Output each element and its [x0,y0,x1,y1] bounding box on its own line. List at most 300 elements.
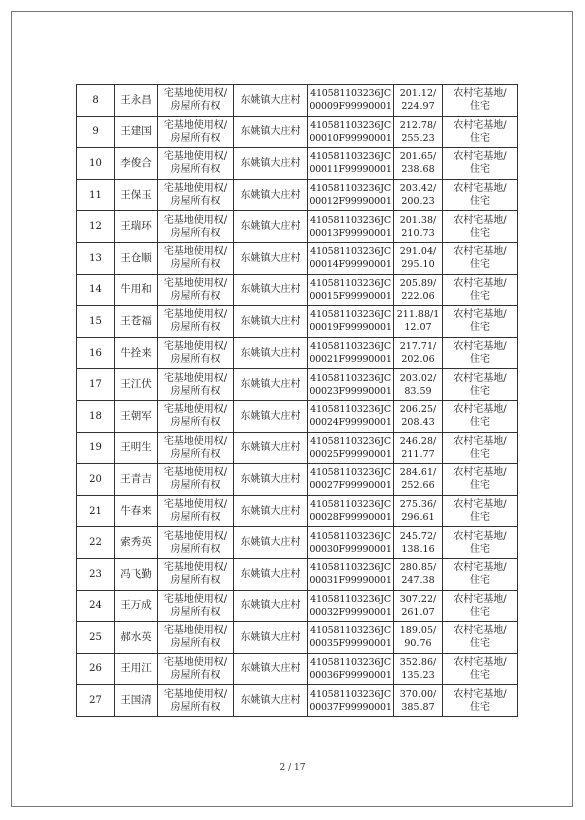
land-use-cell-text: 农村宅基地/ 住宅 [453,372,507,397]
right-type-cell [158,495,234,527]
land-use-cell-text: 农村宅基地/ 住宅 [453,467,507,492]
land-use-cell [443,685,518,717]
owner-name-cell [115,685,158,717]
area-cell-text: 246.28/ 211.77 [399,435,437,460]
location-cell [234,242,308,274]
right-type-cell [158,558,234,590]
row-number-cell [77,179,115,211]
unit-code-cell-text: 410581103236JC 00011F99990001 [309,151,392,176]
area-cell-text: 212.78/ 255.23 [399,119,437,144]
table-row [77,337,518,369]
row-number-cell [77,558,115,590]
land-use-cell-text: 农村宅基地/ 住宅 [453,688,507,713]
land-use-cell-text: 农村宅基地/ 住宅 [453,214,507,239]
land-use-cell [443,622,518,654]
row-number-cell-text: 22 [89,537,102,549]
right-type-cell-text: 宅基地使用权/ 房屋所有权 [163,404,228,429]
row-number-cell [77,85,115,117]
owner-name-cell [115,432,158,464]
location-cell-text: 东姚镇大庄村 [240,410,301,422]
owner-name-cell [115,590,158,622]
land-use-cell-text: 农村宅基地/ 住宅 [453,625,507,650]
unit-code-cell [308,653,394,685]
location-cell-text: 东姚镇大庄村 [240,157,301,169]
right-type-cell-text: 宅基地使用权/ 房屋所有权 [163,562,228,587]
area-cell [394,590,443,622]
area-cell-text: 284.61/ 252.66 [399,467,437,492]
right-type-cell-text: 宅基地使用权/ 房屋所有权 [163,309,228,334]
right-type-cell-text: 宅基地使用权/ 房屋所有权 [163,341,228,366]
table-row [77,148,518,180]
row-number-cell [77,242,115,274]
right-type-cell-text: 宅基地使用权/ 房屋所有权 [163,214,228,239]
location-cell-text: 东姚镇大庄村 [240,315,301,327]
location-cell [234,590,308,622]
table-row [77,590,518,622]
table-row [77,85,518,117]
table-row [77,432,518,464]
area-cell-text: 201.65/ 238.68 [399,151,437,176]
unit-code-cell [308,242,394,274]
area-cell [394,653,443,685]
row-number-cell [77,495,115,527]
location-cell [234,685,308,717]
location-cell-text: 东姚镇大庄村 [240,347,301,359]
unit-code-cell-text: 410581103236JC 00015F99990001 [309,277,392,302]
row-number-cell-text: 27 [89,695,102,707]
unit-code-cell-text: 410581103236JC 00013F99990001 [309,214,392,239]
land-use-cell [443,148,518,180]
owner-name-cell [115,274,158,306]
unit-code-cell-text: 410581103236JC 00021F99990001 [309,341,392,366]
land-use-cell [443,85,518,117]
land-use-cell [443,653,518,685]
unit-code-cell [308,622,394,654]
location-cell [234,495,308,527]
row-number-cell [77,369,115,401]
location-cell-text: 东姚镇大庄村 [240,189,301,201]
row-number-cell [77,116,115,148]
owner-name-cell [115,116,158,148]
right-type-cell [158,653,234,685]
unit-code-cell-text: 410581103236JC 00028F99990001 [309,499,392,524]
location-cell [234,622,308,654]
owner-name-cell [115,211,158,243]
location-cell [234,274,308,306]
owner-name-cell [115,400,158,432]
row-number-cell-text: 10 [89,157,102,169]
owner-name-cell [115,622,158,654]
unit-code-cell-text: 410581103236JC 00032F99990001 [309,593,392,618]
location-cell [234,432,308,464]
location-cell [234,464,308,496]
right-type-cell-text: 宅基地使用权/ 房屋所有权 [163,277,228,302]
land-use-cell [443,400,518,432]
location-cell [234,179,308,211]
unit-code-cell-text: 410581103236JC 00031F99990001 [309,562,392,587]
area-cell-text: 352.86/ 135.23 [399,656,437,681]
owner-name-cell-text: 王建国 [120,125,152,138]
land-use-cell-text: 农村宅基地/ 住宅 [453,183,507,208]
owner-name-cell [115,85,158,117]
land-use-cell-text: 农村宅基地/ 住宅 [453,562,507,587]
row-number-cell [77,590,115,622]
owner-name-cell [115,148,158,180]
location-cell [234,400,308,432]
unit-code-cell-text: 410581103236JC 00036F99990001 [309,656,392,681]
unit-code-cell [308,590,394,622]
unit-code-cell [308,432,394,464]
right-type-cell-text: 宅基地使用权/ 房屋所有权 [163,435,228,460]
right-type-cell [158,274,234,306]
row-number-cell [77,148,115,180]
land-use-cell-text: 农村宅基地/ 住宅 [453,341,507,366]
row-number-cell [77,306,115,338]
location-cell [234,369,308,401]
area-cell-text: 211.88/1 12.07 [396,309,440,334]
owner-name-cell-text: 王瑞环 [120,220,152,233]
owner-name-cell [115,369,158,401]
unit-code-cell [308,527,394,559]
land-use-cell-text: 农村宅基地/ 住宅 [453,246,507,271]
right-type-cell [158,527,234,559]
owner-name-cell-text: 冯飞勤 [120,567,152,580]
row-number-cell-text: 17 [89,379,102,391]
right-type-cell [158,432,234,464]
owner-name-cell-text: 王仓顺 [120,251,152,264]
table-row [77,116,518,148]
owner-name-cell-text: 王苍福 [120,314,152,327]
right-type-cell-text: 宅基地使用权/ 房屋所有权 [163,372,228,397]
location-cell-text: 东姚镇大庄村 [240,94,301,106]
land-use-cell-text: 农村宅基地/ 住宅 [453,656,507,681]
area-cell [394,369,443,401]
land-use-cell-text: 农村宅基地/ 住宅 [453,435,507,460]
owner-name-cell [115,653,158,685]
unit-code-cell-text: 410581103236JC 00025F99990001 [309,435,392,460]
row-number-cell [77,622,115,654]
owner-name-cell-text: 王青吉 [120,472,152,485]
land-use-cell [443,527,518,559]
land-use-cell [443,274,518,306]
owner-name-cell-text: 牛用和 [120,283,152,296]
right-type-cell-text: 宅基地使用权/ 房屋所有权 [163,119,228,144]
unit-code-cell [308,148,394,180]
location-cell-text: 东姚镇大庄村 [240,537,301,549]
right-type-cell [158,179,234,211]
row-number-cell-text: 19 [89,442,102,454]
unit-code-cell-text: 410581103236JC 00009F99990001 [309,88,392,113]
unit-code-cell [308,400,394,432]
unit-code-cell-text: 410581103236JC 00024F99990001 [309,404,392,429]
land-use-cell [443,179,518,211]
land-use-cell-text: 农村宅基地/ 住宅 [453,530,507,555]
row-number-cell-text: 20 [89,473,102,485]
land-use-cell [443,590,518,622]
owner-name-cell-text: 王国清 [120,694,152,707]
location-cell [234,558,308,590]
page-number: 2 / 17 [279,763,306,773]
owner-name-cell-text: 王永昌 [120,93,152,106]
unit-code-cell [308,306,394,338]
location-cell [234,85,308,117]
table-row [77,685,518,717]
right-type-cell-text: 宅基地使用权/ 房屋所有权 [163,499,228,524]
right-type-cell-text: 宅基地使用权/ 房屋所有权 [163,151,228,176]
land-use-cell [443,432,518,464]
table-row [77,527,518,559]
area-cell [394,400,443,432]
owner-name-cell-text: 王朝军 [120,409,152,422]
land-use-cell [443,116,518,148]
right-type-cell [158,211,234,243]
location-cell [234,337,308,369]
location-cell-text: 东姚镇大庄村 [240,600,301,612]
row-number-cell-text: 26 [89,663,102,675]
owner-name-cell-text: 王明生 [120,441,152,454]
row-number-cell-text: 18 [89,410,102,422]
location-cell [234,653,308,685]
unit-code-cell-text: 410581103236JC 00010F99990001 [309,119,392,144]
row-number-cell [77,432,115,464]
unit-code-cell [308,464,394,496]
unit-code-cell [308,558,394,590]
owner-name-cell [115,242,158,274]
table-row [77,400,518,432]
owner-name-cell [115,464,158,496]
unit-code-cell [308,495,394,527]
row-number-cell-text: 13 [89,252,102,264]
location-cell [234,306,308,338]
land-use-cell-text: 农村宅基地/ 住宅 [453,277,507,302]
area-cell-text: 370.00/ 385.87 [399,688,437,713]
area-cell-text: 189.05/ 90.76 [399,625,437,650]
land-use-cell [443,495,518,527]
location-cell-text: 东姚镇大庄村 [240,631,301,643]
right-type-cell [158,685,234,717]
unit-code-cell [308,274,394,306]
land-use-cell-text: 农村宅基地/ 住宅 [453,88,507,113]
row-number-cell [77,337,115,369]
area-cell [394,179,443,211]
land-use-cell [443,306,518,338]
area-cell-text: 201.38/ 210.73 [399,214,437,239]
area-cell-text: 307.22/ 261.07 [399,593,437,618]
property-rights-table [76,84,518,717]
row-number-cell [77,274,115,306]
row-number-cell-text: 16 [89,347,102,359]
land-use-cell-text: 农村宅基地/ 住宅 [453,309,507,334]
area-cell [394,464,443,496]
location-cell-text: 东姚镇大庄村 [240,663,301,675]
right-type-cell [158,116,234,148]
table-row [77,464,518,496]
unit-code-cell-text: 410581103236JC 00012F99990001 [309,183,392,208]
location-cell-text: 东姚镇大庄村 [240,379,301,391]
land-use-cell-text: 农村宅基地/ 住宅 [453,404,507,429]
area-cell-text: 201.12/ 224.97 [399,88,437,113]
location-cell [234,527,308,559]
unit-code-cell [308,369,394,401]
right-type-cell-text: 宅基地使用权/ 房屋所有权 [163,656,228,681]
owner-name-cell-text: 郝水英 [120,630,152,643]
table-row [77,179,518,211]
owner-name-cell [115,527,158,559]
location-cell [234,116,308,148]
owner-name-cell [115,337,158,369]
owner-name-cell-text: 王保玉 [120,188,152,201]
owner-name-cell [115,306,158,338]
area-cell [394,622,443,654]
table-row [77,274,518,306]
land-use-cell [443,242,518,274]
unit-code-cell-text: 410581103236JC 00027F99990001 [309,467,392,492]
owner-name-cell-text: 王万成 [120,599,152,612]
area-cell-text: 206.25/ 208.43 [399,404,437,429]
area-cell [394,495,443,527]
owner-name-cell-text: 王江伏 [120,378,152,391]
area-cell-text: 291.04/ 295.10 [399,246,437,271]
land-use-cell-text: 农村宅基地/ 住宅 [453,119,507,144]
owner-name-cell-text: 王用江 [120,662,152,675]
area-cell [394,116,443,148]
land-use-cell-text: 农村宅基地/ 住宅 [453,151,507,176]
location-cell-text: 东姚镇大庄村 [240,221,301,233]
location-cell-text: 东姚镇大庄村 [240,695,301,707]
area-cell [394,306,443,338]
land-use-cell [443,211,518,243]
right-type-cell [158,148,234,180]
row-number-cell-text: 21 [89,505,102,517]
area-cell [394,85,443,117]
area-cell [394,527,443,559]
row-number-cell-text: 25 [89,631,102,643]
unit-code-cell-text: 410581103236JC 00035F99990001 [309,625,392,650]
location-cell-text: 东姚镇大庄村 [240,473,301,485]
row-number-cell-text: 23 [89,568,102,580]
right-type-cell [158,622,234,654]
right-type-cell [158,464,234,496]
unit-code-cell [308,211,394,243]
area-cell [394,242,443,274]
unit-code-cell-text: 410581103236JC 00030F99990001 [309,530,392,555]
right-type-cell-text: 宅基地使用权/ 房屋所有权 [163,467,228,492]
table-row [77,622,518,654]
area-cell [394,432,443,464]
table-row [77,211,518,243]
land-use-cell-text: 农村宅基地/ 住宅 [453,593,507,618]
location-cell-text: 东姚镇大庄村 [240,252,301,264]
owner-name-cell-text: 牛拴来 [120,346,152,359]
area-cell [394,274,443,306]
area-cell [394,558,443,590]
row-number-cell-text: 15 [89,315,102,327]
right-type-cell-text: 宅基地使用权/ 房屋所有权 [163,593,228,618]
table-row [77,495,518,527]
right-type-cell [158,85,234,117]
area-cell [394,148,443,180]
right-type-cell [158,369,234,401]
location-cell-text: 东姚镇大庄村 [240,568,301,580]
location-cell-text: 东姚镇大庄村 [240,126,301,138]
right-type-cell-text: 宅基地使用权/ 房屋所有权 [163,246,228,271]
owner-name-cell-text: 牛春来 [120,504,152,517]
location-cell [234,211,308,243]
table-row [77,558,518,590]
row-number-cell [77,211,115,243]
row-number-cell-text: 8 [92,94,99,106]
area-cell-text: 217.71/ 202.06 [399,341,437,366]
owner-name-cell-text: 李俊合 [120,156,152,169]
row-number-cell-text: 24 [89,600,102,612]
row-number-cell [77,464,115,496]
area-cell-text: 205.89/ 222.06 [399,277,437,302]
owner-name-cell [115,495,158,527]
row-number-cell [77,653,115,685]
right-type-cell [158,337,234,369]
land-use-cell [443,337,518,369]
area-cell [394,685,443,717]
table-row [77,653,518,685]
table-row [77,242,518,274]
area-cell-text: 275.36/ 296.61 [399,499,437,524]
right-type-cell-text: 宅基地使用权/ 房屋所有权 [163,88,228,113]
owner-name-cell [115,179,158,211]
unit-code-cell [308,337,394,369]
right-type-cell-text: 宅基地使用权/ 房屋所有权 [163,625,228,650]
right-type-cell [158,242,234,274]
land-use-cell-text: 农村宅基地/ 住宅 [453,499,507,524]
owner-name-cell [115,558,158,590]
row-number-cell-text: 11 [89,189,102,201]
area-cell-text: 280.85/ 247.38 [399,562,437,587]
area-cell-text: 203.42/ 200.23 [399,183,437,208]
unit-code-cell [308,85,394,117]
location-cell-text: 东姚镇大庄村 [240,505,301,517]
right-type-cell [158,306,234,338]
right-type-cell-text: 宅基地使用权/ 房屋所有权 [163,688,228,713]
area-cell-text: 203.02/ 83.59 [399,372,437,397]
area-cell [394,337,443,369]
table-row [77,369,518,401]
row-number-cell-text: 14 [89,284,102,296]
unit-code-cell-text: 410581103236JC 00019F99990001 [309,309,392,334]
row-number-cell-text: 9 [92,126,99,138]
land-use-cell [443,464,518,496]
owner-name-cell-text: 索秀英 [120,536,152,549]
table-row [77,306,518,338]
right-type-cell-text: 宅基地使用权/ 房屋所有权 [163,183,228,208]
row-number-cell [77,400,115,432]
right-type-cell [158,590,234,622]
row-number-cell-text: 12 [89,221,102,233]
location-cell [234,148,308,180]
unit-code-cell-text: 410581103236JC 00014F99990001 [309,246,392,271]
row-number-cell [77,685,115,717]
row-number-cell [77,527,115,559]
land-use-cell [443,369,518,401]
unit-code-cell [308,116,394,148]
right-type-cell-text: 宅基地使用权/ 房屋所有权 [163,530,228,555]
table-body [77,85,518,717]
land-use-cell [443,558,518,590]
unit-code-cell-text: 410581103236JC 00037F99990001 [309,688,392,713]
location-cell-text: 东姚镇大庄村 [240,284,301,296]
right-type-cell [158,400,234,432]
area-cell-text: 245.72/ 138.16 [399,530,437,555]
unit-code-cell [308,179,394,211]
unit-code-cell [308,685,394,717]
